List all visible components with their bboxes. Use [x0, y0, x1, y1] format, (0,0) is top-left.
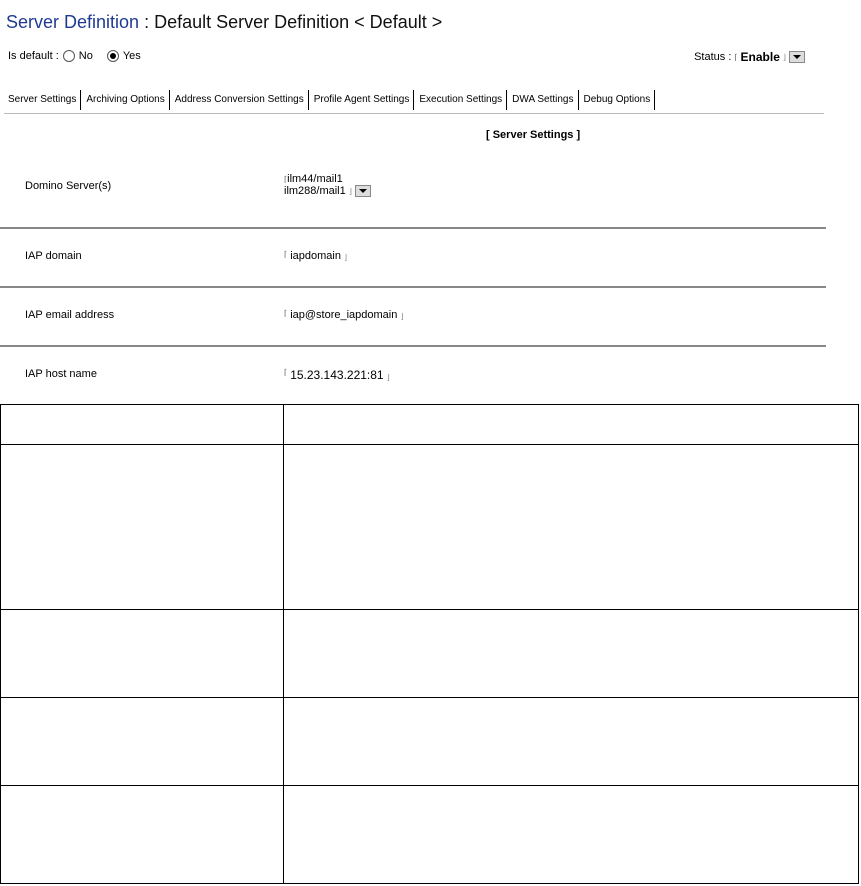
field-bracket-icon: ⌋ [782, 52, 786, 62]
field-bracket-icon: ⌈ [284, 250, 288, 259]
page-title-rest: : Default Server Definition < Default > [144, 12, 443, 32]
table-row [1, 445, 859, 610]
field-bracket-icon: ⌈ [284, 175, 288, 184]
is-default-group [8, 50, 141, 62]
status-group [694, 50, 805, 64]
chevron-down-icon[interactable] [355, 185, 371, 197]
empty-table [0, 404, 861, 886]
table-cell [1, 610, 284, 698]
section-title: [ Server Settings ] [486, 129, 581, 141]
radio-yes-label: Yes [122, 50, 141, 62]
field-label: IAP domain [25, 250, 82, 262]
tab-profile-agent-settings[interactable]: Profile Agent Settings [309, 90, 415, 110]
iap-email-input[interactable] [284, 309, 404, 321]
table-cell [1, 445, 284, 610]
field-bracket-icon: ⌋ [348, 187, 352, 196]
iap-email-value: iap@store_iapdomain [290, 309, 398, 321]
table-row [1, 405, 859, 445]
separator [0, 345, 826, 347]
field-bracket-icon: ⌈ [284, 368, 288, 377]
table-cell [1, 786, 284, 884]
tab-archiving-options[interactable]: Archiving Options [81, 90, 169, 110]
table-cell [284, 610, 859, 698]
radio-no-label: No [78, 50, 93, 62]
page-title-label: Server Definition [6, 12, 140, 32]
radio-no[interactable] [63, 50, 75, 62]
is-default-label: Is default : [8, 50, 59, 62]
field-bracket-icon: ⌈ [734, 52, 738, 62]
table-cell [284, 445, 859, 610]
tab-bar [4, 90, 655, 110]
iap-domain-input[interactable] [284, 250, 347, 262]
separator [0, 286, 826, 288]
tab-dwa-settings[interactable]: DWA Settings [507, 90, 578, 110]
field-label: IAP email address [25, 309, 115, 321]
field-bracket-icon: ⌋ [400, 312, 404, 321]
table-row [1, 610, 859, 698]
iap-host-input[interactable] [284, 368, 390, 382]
domino-servers-select[interactable] [284, 174, 371, 197]
tab-divider [4, 113, 824, 114]
table-row [1, 786, 859, 884]
field-bracket-icon: ⌋ [386, 373, 390, 382]
iap-host-value: 15.23.143.221:81 [290, 368, 384, 382]
table-cell [284, 698, 859, 786]
tab-debug-options[interactable]: Debug Options [579, 90, 656, 110]
field-label: Domino Server(s) [25, 180, 112, 192]
field-label: IAP host name [25, 368, 97, 380]
table-row [1, 698, 859, 786]
iap-domain-value: iapdomain [290, 250, 341, 262]
table-cell [284, 405, 859, 445]
screenshot [0, 0, 861, 400]
radio-yes[interactable] [107, 50, 119, 62]
domino-server-2: ilm288/mail1 [284, 184, 346, 197]
field-bracket-icon: ⌈ [284, 309, 288, 318]
domino-server-1: ilm44/mail1 [287, 173, 343, 185]
table-cell [1, 698, 284, 786]
chevron-down-icon[interactable] [789, 51, 805, 63]
page-title [6, 12, 442, 33]
field-bracket-icon: ⌋ [344, 253, 348, 262]
tab-address-conversion-settings[interactable]: Address Conversion Settings [170, 90, 309, 110]
tab-server-settings[interactable]: Server Settings [4, 90, 81, 110]
status-label: Status : [694, 51, 732, 63]
separator [0, 227, 826, 229]
table-cell [1, 405, 284, 445]
status-value[interactable]: Enable [740, 50, 780, 64]
tab-execution-settings[interactable]: Execution Settings [414, 90, 507, 110]
table-cell [284, 786, 859, 884]
